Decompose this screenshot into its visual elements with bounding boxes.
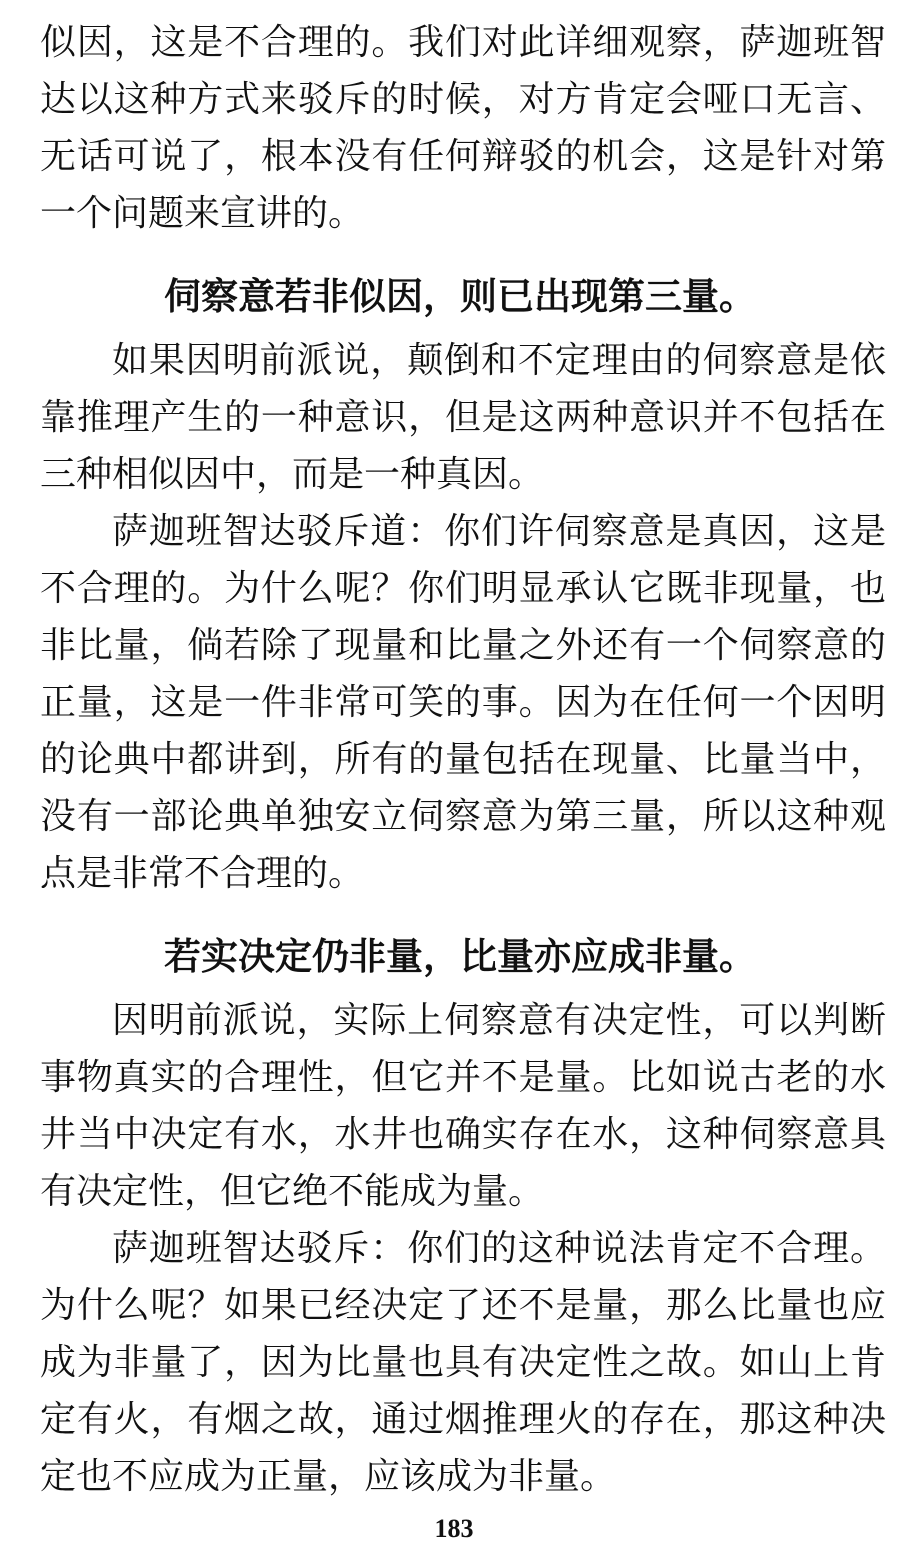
text-line: 萨迦班智达驳斥道：你们许伺察意是真因，这是 xyxy=(112,511,886,552)
text-line: 达以这种方式来驳斥的时候，对方肯定会哑口无言、 xyxy=(40,79,886,120)
text-line: 似因，这是不合理的。我们对此详细观察，萨迦班智 xyxy=(40,22,886,63)
paragraph xyxy=(40,503,886,902)
text-line: 定有火，有烟之故，通过烟推理火的存在，那这种决 xyxy=(40,1399,886,1440)
text-line: 事物真实的合理性，但它并不是量。比如说古老的水 xyxy=(40,1057,886,1098)
text-line: 因明前派说，实际上伺察意有决定性，可以判断 xyxy=(112,1000,886,1041)
text-line: 靠推理产生的一种意识，但是这两种意识并不包括在 xyxy=(40,397,886,438)
paragraph xyxy=(40,992,886,1220)
text-line: 不合理的。为什么呢？你们明显承认它既非现量，也 xyxy=(40,568,886,609)
paragraph xyxy=(40,14,886,242)
paragraph xyxy=(40,332,886,503)
text-line: 定也不应成为正量，应该成为非量。 xyxy=(40,1456,617,1497)
section-heading: 若实决定仍非量，比量亦应成非量。 xyxy=(164,935,756,978)
page-body xyxy=(40,14,886,1505)
text-line: 点是非常不合理的。 xyxy=(40,853,365,894)
paragraph xyxy=(40,1220,886,1505)
text-line: 萨迦班智达驳斥：你们的这种说法肯定不合理。 xyxy=(112,1228,886,1269)
text-line: 如果因明前派说，颠倒和不定理由的伺察意是依 xyxy=(112,340,886,381)
text-line: 非比量，倘若除了现量和比量之外还有一个伺察意的 xyxy=(40,625,886,666)
text-line: 正量，这是一件非常可笑的事。因为在任何一个因明 xyxy=(40,682,886,723)
page-number: 183 xyxy=(434,1514,474,1543)
text-line: 为什么呢？如果已经决定了还不是量，那么比量也应 xyxy=(40,1285,886,1326)
text-line: 的论典中都讲到，所有的量包括在现量、比量当中， xyxy=(40,739,886,780)
text-line: 成为非量了，因为比量也具有决定性之故。如山上肯 xyxy=(40,1342,886,1383)
text-line: 没有一部论典单独安立伺察意为第三量，所以这种观 xyxy=(40,796,886,837)
text-line: 三种相似因中，而是一种真因。 xyxy=(40,454,545,495)
text-line: 井当中决定有水，水井也确实存在水，这种伺察意具 xyxy=(40,1114,886,1155)
text-line: 有决定性，但它绝不能成为量。 xyxy=(40,1171,545,1212)
section-heading: 伺察意若非似因，则已出现第三量。 xyxy=(164,275,756,318)
text-line: 无话可说了，根本没有任何辩驳的机会，这是针对第 xyxy=(40,136,886,177)
text-line: 一个问题来宣讲的。 xyxy=(40,193,365,234)
